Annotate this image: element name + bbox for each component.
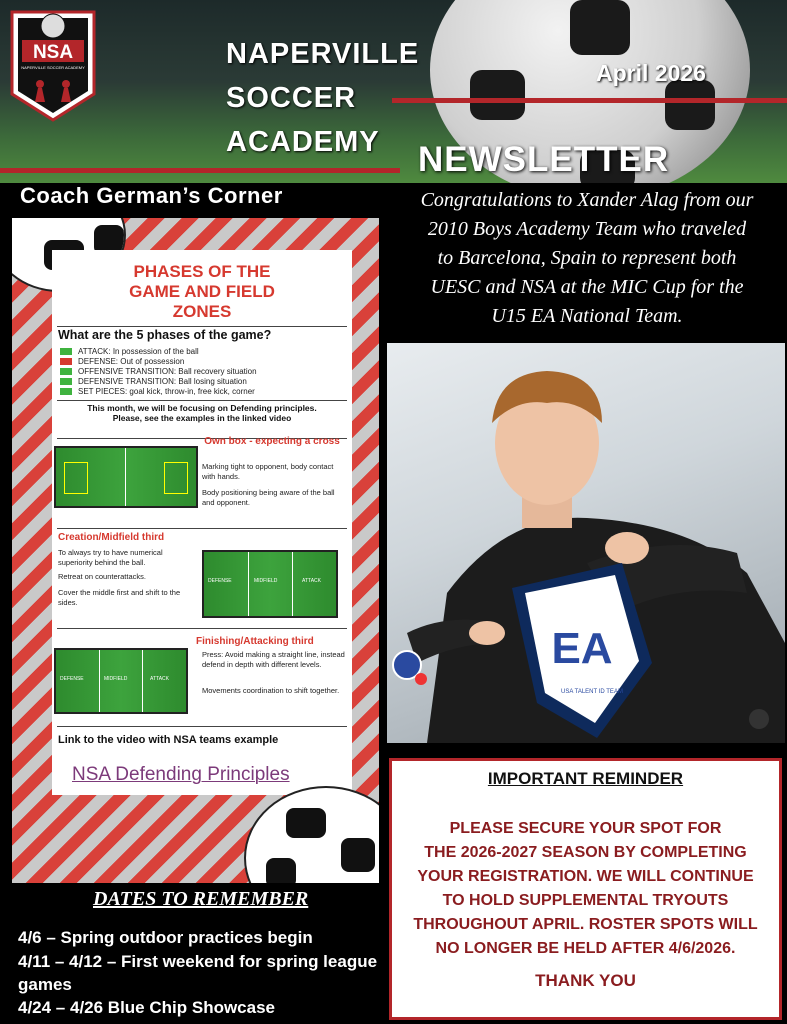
nsa-logo — [8, 6, 98, 124]
title-line-3: ACADEMY — [226, 126, 380, 158]
date-item: 4/11 – 4/12 – First weekend for spring league — [18, 952, 378, 971]
reminder-title: IMPORTANT REMINDER — [487, 769, 684, 788]
reminder-thanks: THANK YOU — [535, 971, 636, 990]
logo-text: NSA — [32, 42, 74, 63]
finishing-point-1: Press: Avoid making a straight line, instead defend in depth with different levels. — [202, 650, 345, 669]
creation-point-3: Cover the middle first and shift to the sides. — [58, 588, 181, 607]
phases-list — [60, 346, 257, 396]
phases-infographic — [12, 218, 379, 883]
logo-subtext: NAPERVILLE SOCCER ACADEMY — [21, 65, 85, 70]
creation-title: Creation/Midfield third — [58, 532, 165, 543]
own-box-point-2: Body positioning being aware of the ball and opponent. — [202, 488, 335, 507]
newsletter-title: NEWSLETTER — [418, 140, 670, 179]
dates-title: DATES TO REMEMBER — [93, 888, 309, 910]
pitch-attacking: DEFENSE MIDFIELD ATTACK — [54, 648, 188, 714]
header-divider-left — [0, 168, 400, 173]
date-item: 4/6 – Spring outdoor practices begin — [18, 928, 313, 947]
date-item: games — [18, 975, 72, 994]
newsletter-header — [0, 0, 787, 183]
player-photo — [387, 343, 785, 743]
list-item: OFFENSIVE TRANSITION: Ball recovery situation — [60, 366, 257, 376]
creation-point-2: Retreat on counterattacks. — [58, 572, 146, 581]
pennant-caption: USA TALENT ID TEAM — [561, 689, 623, 695]
list-item: SET PIECES: goal kick, throw-in, free kick, corner — [60, 386, 257, 396]
phases-question: What are the 5 phases of the game? — [58, 328, 272, 342]
coach-corner-title: Coach German’s Corner — [20, 183, 283, 208]
title-line-2: SOCCER — [226, 82, 357, 114]
pitch-own-box — [54, 446, 198, 508]
own-box-point-1: Marking tight to opponent, body contact with hands. — [202, 462, 334, 481]
finishing-title: Finishing/Attacking third — [196, 636, 314, 647]
date-item: 4/24 – 4/26 Blue Chip Showcase — [18, 998, 276, 1017]
pitch-midfield: DEFENSE MIDFIELD ATTACK — [202, 550, 338, 618]
creation-point-1: To always try to have numerical superiority behind the ball. — [58, 548, 163, 567]
own-box-title: Own box - expecting a cross — [204, 436, 340, 447]
reminder-body: PLEASE SECURE YOUR SPOT FOR THE 2026-2027 SEASON BY COMPLETING YOUR REGISTRATION. WE WILL CONTINUE TO HOLD SUPPLEMENTAL TRYOUTS THROUGHOUT APRIL. ROSTER SPOTS WILL NO LONGER BE HELD AFTER 4/6/2026. — [413, 820, 758, 957]
header-divider-right — [392, 98, 787, 103]
defending-principles-link[interactable]: NSA Defending Principles — [72, 764, 290, 785]
important-reminder-box — [389, 758, 782, 1020]
finishing-point-2: Movements coordination to shift together. — [202, 686, 340, 695]
focus-text: This month, we will be focusing on Defending principles. Please, see the examples in the linked video — [87, 403, 317, 423]
congratulations-text: Congratulations to Xander Alag from our 2010 Boys Academy Team who traveled to Barcelona, Spain to represent both UESC and NSA at the MIC Cup for the U15 EA National Team. — [420, 189, 754, 327]
card-title: PHASES OF THE GAME AND FIELD ZONES — [129, 262, 275, 321]
infographic-card — [52, 250, 352, 795]
link-heading: Link to the video with NSA teams example — [58, 734, 279, 746]
issue-month: April 2026 — [596, 60, 706, 86]
title-line-1: NAPERVILLE — [226, 38, 420, 70]
pennant-letters: EA — [551, 624, 613, 673]
list-item: DEFENSE: Out of possession — [60, 356, 257, 366]
list-item: ATTACK: In possession of the ball — [60, 346, 257, 356]
list-item: DEFENSIVE TRANSITION: Ball losing situation — [60, 376, 257, 386]
